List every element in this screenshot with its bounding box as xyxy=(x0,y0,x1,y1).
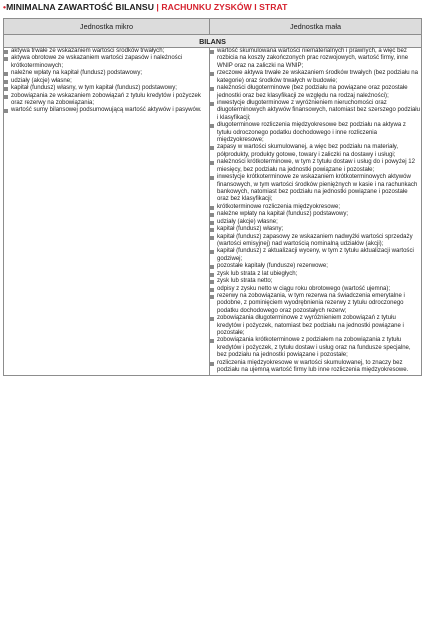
small-item-text: zysk lub strata z lat ubiegłych; xyxy=(217,270,298,277)
column-header-micro: Jednostka mikro xyxy=(4,19,210,35)
bullet-icon xyxy=(210,362,214,366)
bullet-icon xyxy=(210,213,214,217)
micro-item-text: udziały (akcje) własne; xyxy=(11,77,72,84)
comparison-table xyxy=(3,18,422,376)
title-marker: • xyxy=(3,2,7,12)
bullet-icon xyxy=(210,265,214,269)
small-item-text: krótkoterminowe rozliczenia międzyokresowe; xyxy=(217,203,340,210)
bullet-icon xyxy=(210,102,214,106)
micro-item xyxy=(4,78,209,85)
small-items-list xyxy=(210,48,421,375)
bullet-icon xyxy=(210,317,214,321)
small-item-text: kapitał (fundusz) własny; xyxy=(217,226,284,233)
bullet-icon xyxy=(4,80,8,84)
small-item-text: rzeczowe aktywa trwałe ze wskazaniem środków trwałych (bez podziału na kategorie) oraz środków trwałych w budowie; xyxy=(217,70,418,84)
micro-item xyxy=(4,55,209,70)
bullet-icon xyxy=(4,95,8,99)
small-item xyxy=(210,144,421,159)
column-header-row xyxy=(4,19,422,35)
title-part-balance: MINIMALNA ZAWARTOŚĆ BILANSU xyxy=(6,2,154,12)
small-item xyxy=(210,211,421,218)
small-item-text: udziały (akcje) własne; xyxy=(217,218,278,225)
small-item-text: zysk lub strata netto; xyxy=(217,278,273,285)
small-item xyxy=(210,293,421,315)
bullet-icon xyxy=(210,250,214,254)
small-item xyxy=(210,271,421,278)
bullet-icon xyxy=(210,206,214,210)
title-separator: | xyxy=(153,2,162,12)
small-item xyxy=(210,159,421,174)
small-item-text: zobowiązania krótkoterminowe z podziałem na zobowiązania z tytułu kredytów i pożyczek, z tytułu dostaw i usług oraz na fundusze specjalne, bez podziału na jednostki powiązane i pozostałe; xyxy=(217,337,411,359)
bullet-icon xyxy=(210,161,214,165)
bullet-icon xyxy=(210,176,214,180)
micro-cell xyxy=(4,48,210,376)
bullet-icon xyxy=(4,87,8,91)
small-item-text: kapitał (fundusz) zapasowy ze wskazaniem nadwyżki wartości sprzedaży (wartości emisyjnej) nad wartością nominalną udziałów (akcji); xyxy=(217,233,413,247)
small-item xyxy=(210,263,421,270)
small-item-text: zapasy w wartości skumulowanej, a więc bez podziału na materiały, półprodukty, produkty gotowe, towary i zaliczki na dostawy i usługi; xyxy=(217,144,399,158)
small-item xyxy=(210,219,421,226)
small-item xyxy=(210,248,421,263)
bullet-icon xyxy=(4,109,8,113)
small-item xyxy=(210,360,421,375)
bullet-icon xyxy=(4,57,8,61)
bullet-icon xyxy=(210,87,214,91)
micro-item-text: wartość sumy bilansowej podsumowującą wartość aktywów i pasywów. xyxy=(11,107,202,114)
small-item-text: inwestycje krótkoterminowe ze wskazaniem krótkoterminowych aktywów finansowych, w tym wartości środków pieniężnych w kasie i na rachunkach bankowych, natomiast bez podziału na jednostki powiązane i pozostałe oraz bez klasyfikacji; xyxy=(217,174,418,203)
bullet-icon xyxy=(210,236,214,240)
page-title xyxy=(3,2,287,16)
bullet-icon xyxy=(210,288,214,292)
bullet-icon xyxy=(210,295,214,299)
small-item-text: rozliczenia międzyokresowe w wartości skumulowanej, to znaczy bez podziału na ujemną wartość firmy lub inne rozliczenia międzyokresowe. xyxy=(217,359,409,374)
bullet-icon xyxy=(210,273,214,277)
content-row xyxy=(4,48,422,376)
micro-items-list xyxy=(4,48,209,115)
small-item xyxy=(210,70,421,85)
micro-item-text: kapitał (fundusz) własny, w tym kapitał (fundusz) podstawowy; xyxy=(11,85,177,92)
section-title: BILANS xyxy=(4,35,422,48)
bullet-icon xyxy=(4,72,8,76)
small-item xyxy=(210,234,421,249)
small-item-text: kapitał (fundusz) z aktualizacji wyceny, w tym z tytułu aktualizacji wartości godziwej; xyxy=(217,248,414,262)
bullet-icon xyxy=(210,146,214,150)
small-item-text: rezerwy na zobowiązania, w tym rezerwa na świadczenia emerytalne i podobne, z pominięciem wyodrębnienia rezerwy z tytułu odroczonego podatku dochodowego oraz pozostałych rezerw; xyxy=(217,292,405,314)
bullet-icon xyxy=(4,50,8,54)
bullet-icon xyxy=(210,280,214,284)
small-item-text: długoterminowe rozliczenia międzyokresowe bez podziału na aktywa z tytułu odroczonego podatku dochodowego i inne rozliczenia międzyokresowe; xyxy=(217,122,406,144)
small-item-text: inwestycje długoterminowe z wyróżnieniem nieruchomości oraz długoterminowych aktywów finansowych, natomiast bez szerszego podziału i klasyfikacji; xyxy=(217,99,421,121)
micro-item xyxy=(4,107,209,114)
bullet-icon xyxy=(210,50,214,54)
small-item xyxy=(210,226,421,233)
small-item-text: wartość skumulowana wartości niematerialnych i prawnych, a więc bez rozbicia na koszty zakończonych prac rozwojowych, wartość firmy, inne WNIP oraz na zaliczki na WNIP; xyxy=(217,48,409,69)
bullet-icon xyxy=(210,72,214,76)
micro-item xyxy=(4,85,209,92)
micro-item xyxy=(4,48,209,55)
small-item-text: zobowiązania długoterminowe z wyróżnieniem zobowiązań z tytułu kredytów i pożyczek, natomiast bez podziału na jednostki powiązane i pozostałe; xyxy=(217,315,404,337)
small-item xyxy=(210,204,421,211)
small-cell xyxy=(210,48,422,376)
small-item xyxy=(210,174,421,204)
small-item xyxy=(210,278,421,285)
small-item xyxy=(210,100,421,122)
micro-item-text: aktywa trwałe ze wskazaniem wartości środków trwałych; xyxy=(11,48,165,54)
micro-item-text: należne wpłaty na kapitał (fundusz) podstawowy; xyxy=(11,70,143,77)
small-item-text: należności długoterminowe (bez podziału na powiązane oraz pozostałe jednostki oraz bez klasyfikacji ze względu na rodzaj należności); xyxy=(217,85,408,99)
micro-item-text: zobowiązania ze wskazaniem zobowiązań z tytułu kredytów i pożyczek oraz rezerwy na zobowiązania; xyxy=(11,92,201,106)
small-item xyxy=(210,337,421,359)
small-item xyxy=(210,85,421,100)
micro-item-text: aktywa obrotowe ze wskazaniem wartości zapasów i należności krótkoterminowych; xyxy=(11,55,183,69)
small-item xyxy=(210,122,421,144)
small-item-text: należne wpłaty na kapitał (fundusz) podstawowy; xyxy=(217,211,349,218)
micro-item xyxy=(4,93,209,108)
small-item xyxy=(210,315,421,337)
column-header-small: Jednostka mała xyxy=(210,19,422,35)
small-item-text: pozostałe kapitały (fundusze) rezerwowe; xyxy=(217,263,328,270)
small-item-text: należności krótkoterminowe, w tym z tytułu dostaw i usług do i powyżej 12 miesięcy, bez podziału na jednostki powiązane i pozostałe; xyxy=(217,159,415,173)
bullet-icon xyxy=(210,339,214,343)
small-item xyxy=(210,286,421,293)
small-item xyxy=(210,48,421,70)
small-item-text: odpisy z zysku netto w ciągu roku obrotowego (wartość ujemna); xyxy=(217,285,391,292)
section-row xyxy=(4,35,422,48)
micro-item xyxy=(4,70,209,77)
bullet-icon xyxy=(210,221,214,225)
bullet-icon xyxy=(210,228,214,232)
title-part-income-statement: RACHUNKU ZYSKÓW I STRAT xyxy=(161,2,288,12)
bullet-icon xyxy=(210,124,214,128)
